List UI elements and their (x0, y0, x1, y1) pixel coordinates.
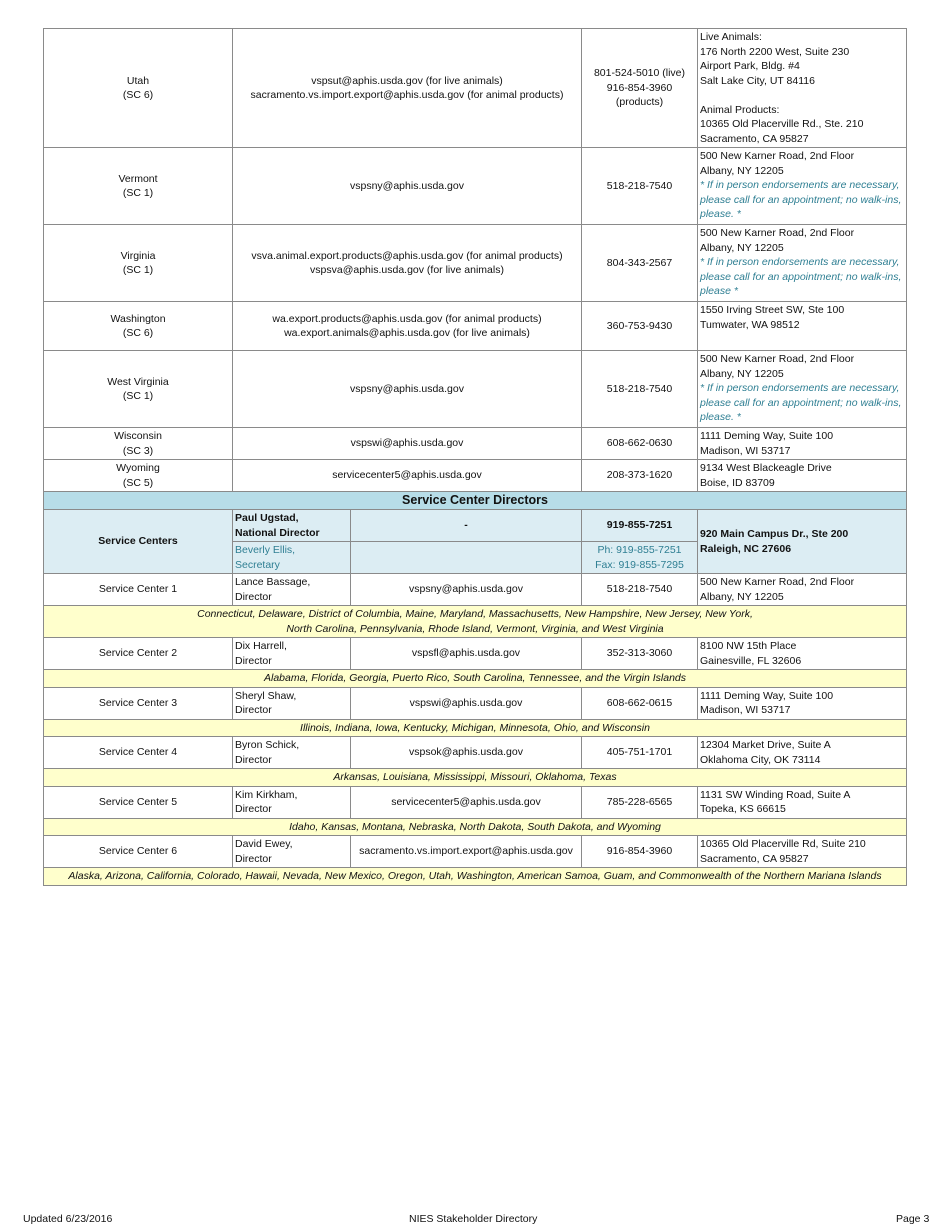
service-center-name: Service Center 6 (44, 836, 233, 868)
address-line: Airport Park, Bldg. #4 (700, 60, 800, 72)
service-center-row (44, 574, 907, 606)
phone-number: 208-373-1620 (606, 469, 673, 482)
director-email: vspsok@aphis.usda.gov (351, 737, 582, 769)
address-line: 1550 Irving Street SW, Ste 100 (700, 304, 845, 316)
state-name: Utah (126, 74, 150, 87)
address-line: Albany, NY 12205 (700, 367, 784, 380)
phone-number: 360-753-9430 (606, 319, 673, 332)
email-address: sacramento.vs.import.export@aphis.usda.gov (for animal products) (250, 89, 564, 101)
address-line: Albany, NY 12205 (700, 241, 784, 254)
phone-cell (582, 460, 698, 492)
state-name: Vermont (118, 172, 158, 185)
phone-cell (582, 351, 698, 428)
email-address: servicecenter5@aphis.usda.gov (332, 469, 482, 482)
state-cell (44, 29, 233, 148)
phone-number: 608-662-0630 (606, 437, 673, 450)
footer-page: Page 3 (896, 1213, 930, 1225)
address-line: Madison, WI 53717 (700, 704, 791, 716)
director-name: Lance Bassage, (235, 576, 311, 588)
coverage-row (44, 606, 907, 638)
director-title: Director (235, 753, 272, 766)
address-line: Oklahoma City, OK 73114 (700, 753, 821, 766)
address-line: Madison, WI 53717 (700, 444, 791, 457)
national-director-title: National Director (235, 526, 320, 539)
director-title: Director (235, 704, 272, 716)
address-line: 500 New Karner Road, 2nd Floor (700, 227, 855, 239)
email-address: wa.export.products@aphis.usda.gov (for animal products) (272, 312, 542, 325)
secretary-name: Beverly Ellis, (235, 544, 296, 556)
coverage-line: Alabama, Florida, Georgia, Puerto Rico, South Carolina, Tennessee, and the Virgin Islands (264, 672, 686, 684)
director-title: Director (235, 803, 272, 815)
director-name: Byron Schick, (235, 739, 300, 751)
director-email: servicecenter5@aphis.usda.gov (351, 786, 582, 818)
director-title: Director (235, 654, 272, 667)
director-name: David Ewey, (235, 838, 293, 850)
address-cell (698, 29, 907, 148)
headquarters-address (698, 510, 907, 574)
state-name: Wisconsin (114, 430, 162, 442)
secretary-phones (582, 542, 698, 574)
address-line: Albany, NY 12205 (700, 164, 784, 177)
email-cell (233, 460, 582, 492)
section-title: Service Center Directors (44, 492, 907, 510)
address-cell (698, 460, 907, 492)
coverage-row (44, 719, 907, 737)
address-cell (698, 302, 907, 351)
address-line: Sacramento, CA 95827 (700, 852, 809, 865)
director-address (698, 786, 907, 818)
footer-title: NIES Stakeholder Directory (409, 1213, 538, 1225)
service-center-code: (SC 5) (122, 476, 154, 489)
address-line: Boise, ID 83709 (700, 476, 775, 489)
coverage-row (44, 670, 907, 688)
service-center-code: (SC 6) (122, 89, 154, 101)
secretary-phone: Ph: 919-855-7251 (597, 544, 682, 556)
address-line: Animal Products: (700, 103, 780, 116)
director-cell (233, 786, 351, 818)
director-phone: 405-751-1701 (582, 737, 698, 769)
email-address: vspsut@aphis.usda.gov (for live animals) (311, 74, 503, 87)
director-title: Director (235, 852, 272, 865)
walk-in-note: please. * (700, 411, 741, 423)
address-cell (698, 351, 907, 428)
address-line: 500 New Karner Road, 2nd Floor (700, 353, 855, 365)
director-address (698, 574, 907, 606)
service-center-row (44, 687, 907, 719)
state-cell (44, 302, 233, 351)
coverage-line: Illinois, Indiana, Iowa, Kentucky, Michigan, Minnesota, Ohio, and Wisconsin (300, 721, 650, 734)
footer-updated: Updated 6/23/2016 (23, 1213, 113, 1225)
service-center-name: Service Center 3 (44, 687, 233, 719)
address-line: 10365 Old Placerville Rd, Suite 210 (700, 838, 866, 850)
state-row (44, 29, 907, 148)
service-center-name: Service Center 2 (44, 638, 233, 670)
service-center-name: Service Center 4 (44, 737, 233, 769)
coverage-row (44, 868, 907, 886)
director-email: sacramento.vs.import.export@aphis.usda.gov (351, 836, 582, 868)
address-line: Live Animals: (700, 31, 762, 43)
email-address: vspsny@aphis.usda.gov (350, 179, 464, 192)
phone-cell (582, 225, 698, 302)
address-line: 8100 NW 15th Place (700, 640, 797, 652)
address-line: 500 New Karner Road, 2nd Floor (700, 576, 855, 588)
walk-in-note: please call for an appointment; no walk-ins, (700, 396, 902, 409)
director-cell (233, 638, 351, 670)
state-row (44, 148, 907, 225)
director-phone: 352-313-3060 (582, 638, 698, 670)
address-line: Tumwater, WA 98512 (700, 318, 800, 331)
director-cell (233, 836, 351, 868)
address-line: Topeka, KS 66615 (700, 803, 786, 815)
national-director-name: Paul Ugstad, (235, 512, 299, 524)
secretary-fax: Fax: 919-855-7295 (595, 558, 684, 571)
email-cell (233, 148, 582, 225)
coverage-states (44, 818, 907, 836)
phone-cell (582, 428, 698, 460)
directory-table (43, 28, 907, 886)
coverage-states (44, 606, 907, 638)
address-line: Salt Lake City, UT 84116 (700, 74, 815, 87)
address-cell (698, 225, 907, 302)
state-row (44, 428, 907, 460)
address-line: 12304 Market Drive, Suite A (700, 739, 831, 751)
director-name: Kim Kirkham, (235, 788, 298, 801)
state-name: Washington (110, 312, 166, 325)
state-name: West Virginia (107, 375, 169, 388)
director-address (698, 638, 907, 670)
coverage-line: Alaska, Arizona, California, Colorado, Hawaii, Nevada, New Mexico, Oregon, Utah, Washington, American Samoa, Guam, and Commonwealth of the Northern Mariana Islands (68, 870, 882, 882)
service-center-code: (SC 1) (122, 187, 154, 199)
email-cell (233, 302, 582, 351)
phone-number: 801-524-5010 (live) (593, 67, 686, 80)
address-cell (698, 428, 907, 460)
coverage-line: Arkansas, Louisiana, Mississippi, Missouri, Oklahoma, Texas (333, 771, 617, 783)
walk-in-note: * If in person endorsements are necessary, (700, 382, 900, 394)
state-row (44, 351, 907, 428)
email-address: vspsva@aphis.usda.gov (for live animals) (310, 264, 504, 276)
email-cell (233, 29, 582, 148)
service-center-code: (SC 3) (122, 444, 154, 457)
address-line: 1111 Deming Way, Suite 100 (700, 689, 834, 702)
address-line (700, 88, 904, 103)
phone-number: (products) (615, 96, 664, 109)
director-address (698, 836, 907, 868)
address-line: 9134 West Blackeagle Drive (700, 462, 832, 474)
secretary-email (351, 542, 582, 574)
coverage-states (44, 868, 907, 886)
coverage-row (44, 769, 907, 787)
service-center-row (44, 836, 907, 868)
state-name: Wyoming (116, 462, 160, 474)
address-cell (698, 148, 907, 225)
service-center-name: Service Center 1 (44, 574, 233, 606)
state-row (44, 302, 907, 351)
service-center-code: (SC 6) (122, 327, 154, 339)
secretary (233, 542, 351, 574)
walk-in-note: please call for an appointment; no walk-ins, (700, 270, 902, 283)
state-cell (44, 460, 233, 492)
walk-in-note: please * (700, 285, 738, 297)
state-rows (44, 29, 907, 492)
director-phone: 518-218-7540 (582, 574, 698, 606)
address-line: 10365 Old Placerville Rd., Ste. 210 (700, 118, 864, 130)
address-line: Gainesville, FL 32606 (700, 654, 802, 667)
hq-address-line: 920 Main Campus Dr., Ste 200 (700, 528, 849, 540)
phone-cell (582, 29, 698, 148)
address-line: 500 New Karner Road, 2nd Floor (700, 150, 855, 162)
director-name: Dix Harrell, (235, 640, 287, 652)
walk-in-note: * If in person endorsements are necessary, (700, 256, 900, 268)
director-cell (233, 737, 351, 769)
email-cell (233, 428, 582, 460)
phone-number: 518-218-7540 (606, 179, 673, 192)
director-name: Sheryl Shaw, (235, 689, 297, 702)
address-line: 1131 SW Winding Road, Suite A (700, 788, 851, 801)
service-center-code: (SC 1) (122, 390, 154, 402)
director-phone: 916-854-3960 (582, 836, 698, 868)
secretary-title: Secretary (235, 558, 280, 571)
phone-cell (582, 302, 698, 351)
email-address: vsva.animal.export.products@aphis.usda.gov (for animal products) (251, 249, 563, 262)
email-address: wa.export.animals@aphis.usda.gov (for live animals) (284, 327, 530, 339)
director-cell (233, 574, 351, 606)
state-row (44, 225, 907, 302)
state-cell (44, 225, 233, 302)
service-center-name: Service Center 5 (44, 786, 233, 818)
address-line: Sacramento, CA 95827 (700, 132, 809, 145)
coverage-row (44, 818, 907, 836)
service-center-row (44, 737, 907, 769)
state-cell (44, 148, 233, 225)
director-email: vspsfl@aphis.usda.gov (351, 638, 582, 670)
coverage-line: Idaho, Kansas, Montana, Nebraska, North Dakota, South Dakota, and Wyoming (289, 820, 661, 833)
email-cell (233, 351, 582, 428)
coverage-states (44, 719, 907, 737)
phone-number: 804-343-2567 (606, 256, 673, 269)
national-director-phone: 919-855-7251 (582, 510, 698, 542)
national-director (233, 510, 351, 542)
service-center-row (44, 638, 907, 670)
coverage-line: Connecticut, Delaware, District of Columbia, Maine, Maryland, Massachusetts, New Hampshire, New Jersey, New York, (197, 608, 753, 620)
walk-in-note: * If in person endorsements are necessary, (700, 179, 900, 191)
phone-number: 916-854-3960 (606, 81, 673, 94)
director-phone: 785-228-6565 (582, 786, 698, 818)
director-address (698, 687, 907, 719)
address-line: 1111 Deming Way, Suite 100 (700, 430, 834, 442)
service-center-rows (44, 574, 907, 886)
phone-cell (582, 148, 698, 225)
state-row (44, 460, 907, 492)
email-cell (233, 225, 582, 302)
director-cell (233, 687, 351, 719)
director-email: vspswi@aphis.usda.gov (351, 687, 582, 719)
state-cell (44, 351, 233, 428)
service-center-row (44, 786, 907, 818)
address-line: 176 North 2200 West, Suite 230 (700, 45, 850, 58)
director-email: vspsny@aphis.usda.gov (351, 574, 582, 606)
phone-number: 518-218-7540 (606, 382, 673, 395)
service-center-code: (SC 1) (122, 264, 154, 276)
state-cell (44, 428, 233, 460)
walk-in-note: please call for an appointment; no walk-ins, (700, 193, 902, 206)
hq-address-line: Raleigh, NC 27606 (700, 542, 792, 555)
walk-in-note: please. * (700, 208, 741, 220)
director-phone: 608-662-0615 (582, 687, 698, 719)
service-centers-label: Service Centers (44, 510, 233, 574)
coverage-line: North Carolina, Pennsylvania, Rhode Island, Vermont, Virginia, and West Virginia (286, 622, 664, 635)
director-address (698, 737, 907, 769)
coverage-states (44, 670, 907, 688)
email-address: vspsny@aphis.usda.gov (350, 382, 464, 395)
national-director-email: - (351, 510, 582, 542)
coverage-states (44, 769, 907, 787)
director-title: Director (235, 590, 272, 603)
address-line: Albany, NY 12205 (700, 590, 784, 603)
director-section (44, 492, 907, 574)
state-name: Virginia (120, 249, 156, 262)
email-address: vspswi@aphis.usda.gov (350, 437, 464, 450)
